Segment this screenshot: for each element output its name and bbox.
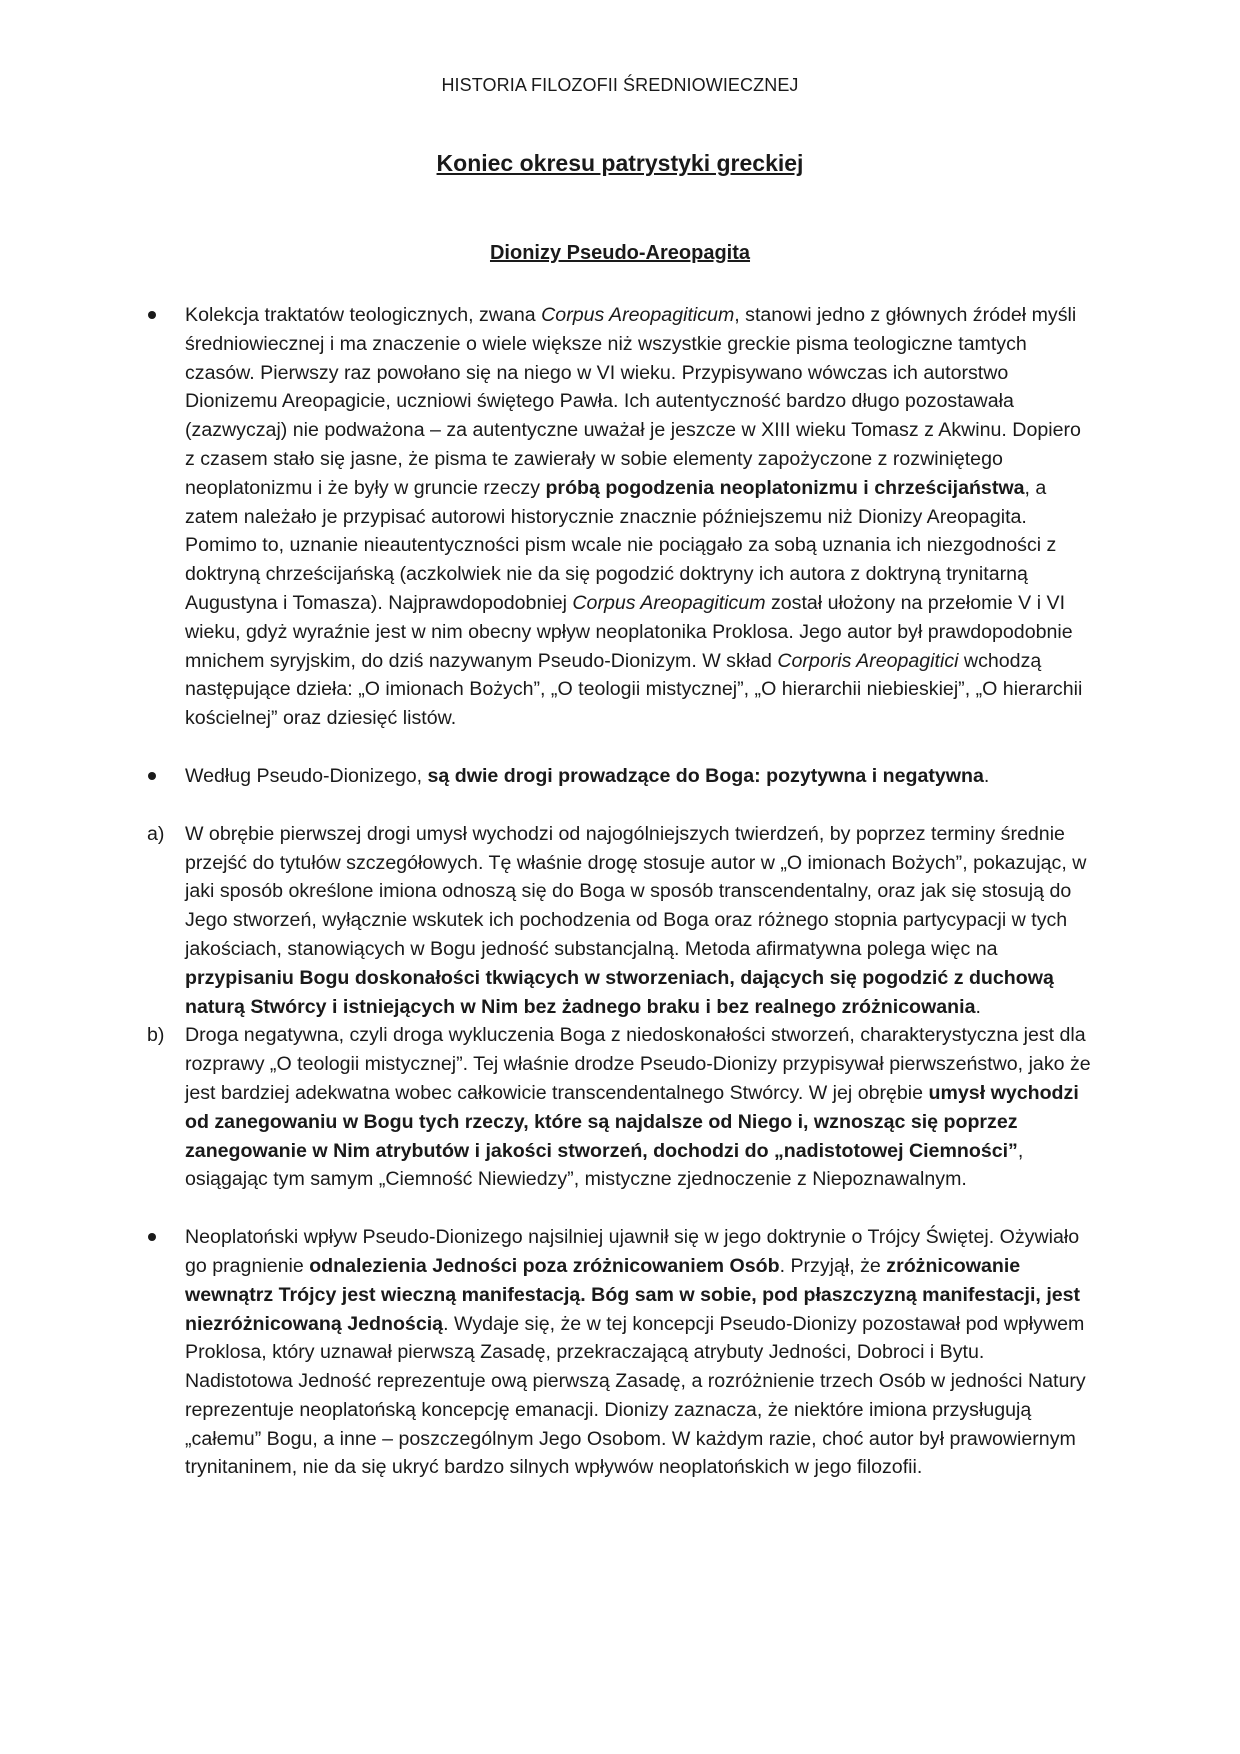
text-run: . Wydaje się, że w tej koncepcji Pseudo-Dionizy pozostawał pod wpływem Proklosa, który uznawał pierwszą Zasadę, przekraczającą atrybuty Jedności, Dobroci i Bytu. Nadistotowa Jedność reprezentuje ową pierwszą Zasadę, a rozróżnienie trzech Osób w jedności Natury reprezentuje neoplatońską koncepcję emanacji. Dionizy zaznacza, że niektóre imiona przysługują „całemu” Bogu, a inne – poszczególnym Jego Osobom. W każdym razie, choć autor był prawowiernym trynitaninem, nie da się ukryć bardzo silnych wpływów neoplatońskich w jego filozofii. [185, 1312, 1086, 1479]
bold-text: zróżnicowanie wewnątrz Trójcy jest wieczną manifestacją. Bóg sam w sobie, pod płaszczyzną manifestacji, jest niezróżnicowaną Jednością [185, 1254, 1081, 1335]
text-run: . Przyjął, że [779, 1254, 887, 1277]
bold-text: próbą pogodzenia neoplatonizmu i chrześcijaństwa [545, 476, 1025, 499]
list-item-b-negative-way [145, 1021, 1095, 1194]
running-header: HISTORIA FILOZOFII ŚREDNIOWIECZNEJ [441, 75, 799, 95]
list-item-a-positive-way [145, 820, 1095, 1022]
bold-text: są dwie drogi prowadzące do Boga: pozytywna i negatywna [427, 764, 984, 787]
list-letter: a) [147, 822, 165, 845]
text-run: . [975, 995, 981, 1018]
text-run: , a zatem należało je przypisać autorowi historycznie znacznie późniejszemu niż Dionizy Areopagita. Pomimo to, uznanie nieautentyczności pism wcale nie pociągało za sobą uznania ich niezgodności z doktryną chrześcijańską (aczkolwiek nie da się pogodzić doktryny ich autora z doktryną trynitarną Augustyna i Tomasza). Najprawdopodobniej [185, 476, 1057, 614]
italic-text: Corpus Areopagiticum [541, 304, 735, 326]
document-title: Koniec okresu patrystyki greckiej [436, 150, 804, 176]
section-subtitle: Dionizy Pseudo-Areopagita [489, 242, 751, 264]
text-run: W obrębie pierwszej drogi umysł wychodzi od najogólniejszych twierdzeń, by poprzez terminy średnie przejść do tytułów szczegółowych. Tę właśnie drogę stosuje autor w „O imionach Bożych”, pokazując, w jaki sposób określone imiona odnoszą się do Boga w sposób transcendentalny, oraz jak się stosują do Jego stworzeń, wyłącznie wskutek ich pochodzenia od Boga oraz różnego stopnia partycypacji w tych jakościach, stanowiących w Bogu jedność substancjalną. Metoda afirmatywna polega więc na [185, 822, 1087, 960]
text-run: Droga negatywna, czyli droga wykluczenia Boga z niedoskonałości stworzeń, charakterystyczna jest dla rozprawy „O teologii mistycznej”. Tej właśnie drodze Pseudo-Dionizy przypisywał pierwszeństwo, jako że jest bardziej adekwatna wobec całkowicie transcendentalnego Stwórcy. W jej obrębie [185, 1024, 1091, 1104]
text-run: Kolekcja traktatów teologicznych, zwana [185, 304, 542, 326]
paragraph-gap [145, 1194, 1095, 1223]
text-run: wchodzą następujące dzieła: „O imionach Bożych”, „O teologii mistycznej”, „O hierarchii niebieskiej”, „O hierarchii kościelnej” oraz dziesięć listów. [185, 649, 1083, 730]
bullet-dot-icon [148, 1233, 156, 1241]
bullet-paragraph-trinity [145, 1223, 1095, 1482]
bullet-paragraph-two-ways [145, 762, 1095, 791]
body-content [145, 301, 1095, 1482]
bold-text: odnalezienia Jedności poza zróżnicowaniem Osób [309, 1254, 780, 1277]
italic-text: Corpus Areopagiticum [572, 591, 766, 614]
text-run: , stanowi jedno z głównych źródeł myśli średniowiecznej i ma znaczenie o wiele większe niż wszystkie greckie pisma teologiczne tamtych czasów. Pierwszy raz powołano się na niego w VI wieku. Przypisywano wówczas ich autorstwo Dionizemu Areopagicie, uczniowi świętego Pawła. Ich autentyczność bardzo długo pozostawała (zazwyczaj) nie podważona – za autentyczne uważał je jeszcze w XIII wieku Tomasz z Akwinu. Dopiero z czasem stało się jasne, że pisma te zawierały w sobie elementy zapożyczone z rozwiniętego neoplatonizmu i że były w gruncie rzeczy [185, 304, 1081, 499]
bullet-dot-icon [148, 311, 156, 319]
list-letter: b) [147, 1024, 165, 1047]
paragraph-gap [145, 791, 1095, 820]
bullet-dot-icon [148, 772, 156, 780]
italic-text: Corporis Areopagitici [777, 649, 959, 672]
text-run: Neoplatoński wpływ Pseudo-Dionizego najsilniej ujawnił się w jego doktrynie o Trójcy Świętej. Ożywiało go pragnienie [185, 1226, 1080, 1277]
bold-text: umysł wychodzi od zanegowaniu w Bogu tych rzeczy, które są najdalsze od Niego i, wznosząc się poprzez zanegowanie w Nim atrybutów i jakości stworzeń, dochodzi do „nadistotowej Ciemności” [185, 1081, 1079, 1162]
text-run: został ułożony na przełomie V i VI wieku, gdyż wyraźnie jest w nim obecny wpływ neoplatonika Proklosa. Jego autor był prawdopodobnie mnichem syryjskim, do dziś nazywanym Pseudo-Dionizym. W skład [185, 591, 1073, 672]
bold-text: przypisaniu Bogu doskonałości tkwiących w stworzeniach, dających się pogodzić z duchową naturą Stwórcy i istniejących w Nim bez żadnego braku i bez realnego zróżnicowania [185, 966, 1054, 1018]
text-run: , osiągając tym samym „Ciemność Niewiedzy”, mistyczne zjednoczenie z Niepoznawalnym. [185, 1139, 1024, 1191]
bullet-paragraph-corpus [145, 301, 1095, 733]
text-run: . [983, 764, 990, 787]
text-run: Według Pseudo-Dionizego, [185, 764, 428, 787]
paragraph-gap [145, 733, 1095, 762]
